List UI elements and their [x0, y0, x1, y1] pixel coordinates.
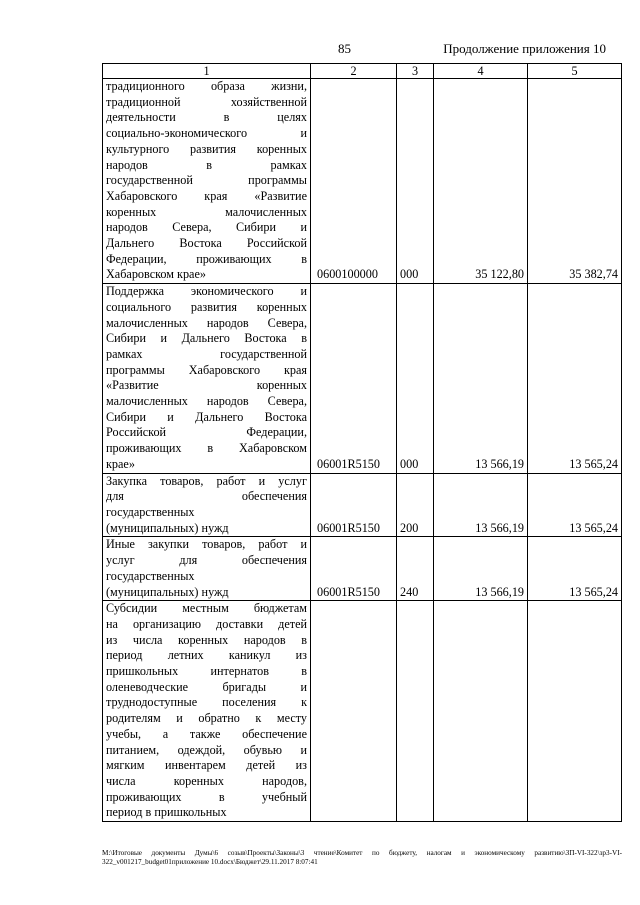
description-line: «Развитие коренных	[106, 378, 307, 393]
amount-plan: 13 566,19	[434, 473, 528, 537]
page-continuation-label: Продолжение приложения 10	[443, 41, 606, 56]
amount-plan: 35 122,80	[434, 79, 528, 284]
description-line: Хабаровского края «Развитие	[106, 188, 307, 203]
amount-plan: 13 566,19	[434, 537, 528, 601]
row-description	[103, 537, 311, 601]
amount-actual: 13 565,24	[528, 284, 622, 473]
column-header: 1	[103, 64, 311, 79]
expense-type-code: 240	[397, 537, 434, 601]
expense-type-code: 000	[397, 284, 434, 473]
description-line: социального развития коренных	[106, 299, 307, 314]
table-row	[103, 537, 622, 601]
column-header: 5	[528, 64, 622, 79]
description-line: Сибири и Дальнего Востока	[106, 409, 307, 424]
description-line: традиционного образа жизни,	[106, 79, 307, 93]
description-line: социально-экономического и	[106, 126, 307, 141]
column-header: 4	[434, 64, 528, 79]
description-line: Российской Федерации,	[106, 425, 307, 440]
document-path-footer: M:\Итоговые документы Думы\6 созыв\Проекты\Законы\3 чтение\Комитет по бюджету, налогам и экономическому развитию\ЗП-VI-322\зр3-VI-322_v001217_budget01приложение 10.docx\Бюджет\29.11.2017 8:07:41	[102, 849, 622, 866]
description-line: мягким инвентарем детей из	[106, 758, 307, 773]
target-article-code	[311, 601, 397, 822]
column-header: 2	[311, 64, 397, 79]
description-line: Хабаровском крае»	[106, 267, 206, 282]
description-line: коренных малочисленных	[106, 204, 307, 219]
amount-actual: 13 565,24	[528, 473, 622, 537]
description-line: (муниципальных) нужд	[106, 584, 229, 599]
description-line: Закупка товаров, работ и услуг	[106, 473, 307, 488]
description-line: народов в рамках	[106, 157, 307, 172]
description-line: для обеспечения	[106, 489, 307, 504]
description-line: государственной программы	[106, 173, 307, 188]
row-description	[103, 601, 311, 822]
description-line: питанием, одеждой, обувью и	[106, 742, 307, 757]
description-line: Поддержка экономического и	[106, 284, 307, 299]
table-row	[103, 601, 622, 822]
amount-actual: 35 382,74	[528, 79, 622, 284]
page-number: 85	[338, 41, 351, 56]
table-row	[103, 79, 622, 284]
description-line: период в пришкольных	[106, 805, 227, 820]
expense-type-code: 200	[397, 473, 434, 537]
description-line: рамках государственной	[106, 346, 307, 361]
description-line: числа коренных народов,	[106, 773, 307, 788]
target-article-code: 06001R5150	[311, 537, 397, 601]
description-line: программы Хабаровского края	[106, 362, 307, 377]
budget-table	[102, 63, 622, 822]
target-article-code: 0600100000	[311, 79, 397, 284]
amount-plan	[434, 601, 528, 822]
description-line: оленеводческие бригады и	[106, 679, 307, 694]
target-article-code: 06001R5150	[311, 284, 397, 473]
description-line: из числа коренных народов в	[106, 632, 307, 647]
description-line: деятельности в целях	[106, 110, 307, 125]
description-line: государственных	[106, 504, 195, 519]
description-line: Иные закупки товаров, работ и	[106, 537, 307, 552]
description-line: культурного развития коренных	[106, 141, 307, 156]
description-line: крае»	[106, 456, 135, 471]
description-line: Дальнего Востока Российской	[106, 236, 307, 251]
table-row	[103, 284, 622, 473]
description-line: (муниципальных) нужд	[106, 520, 229, 535]
row-description	[103, 79, 311, 284]
description-line: учебы, а также обеспечение	[106, 726, 307, 741]
description-line: государственных	[106, 568, 195, 583]
table-header-row	[103, 64, 622, 79]
description-line: проживающих в учебный	[106, 789, 307, 804]
description-line: труднодоступные поселения к	[106, 695, 307, 710]
row-description	[103, 284, 311, 473]
description-line: малочисленных народов Севера,	[106, 394, 307, 409]
table-row	[103, 473, 622, 537]
expense-type-code	[397, 601, 434, 822]
description-line: Сибири и Дальнего Востока в	[106, 331, 307, 346]
description-line: народов Севера, Сибири и	[106, 220, 307, 235]
column-header: 3	[397, 64, 434, 79]
description-line: пришкольных интернатов в	[106, 664, 307, 679]
amount-actual: 13 565,24	[528, 537, 622, 601]
description-line: малочисленных народов Севера,	[106, 315, 307, 330]
description-line: на организацию доставки детей	[106, 616, 307, 631]
description-line: Субсидии местным бюджетам	[106, 601, 307, 616]
description-line: традиционной хозяйственной	[106, 94, 307, 109]
row-description	[103, 473, 311, 537]
description-line: период летних каникул из	[106, 648, 307, 663]
description-line: услуг для обеспечения	[106, 553, 307, 568]
description-line: Федерации, проживающих в	[106, 251, 307, 266]
amount-plan: 13 566,19	[434, 284, 528, 473]
description-line: родителям и обратно к месту	[106, 711, 307, 726]
description-line: проживающих в Хабаровском	[106, 441, 307, 456]
target-article-code: 06001R5150	[311, 473, 397, 537]
expense-type-code: 000	[397, 79, 434, 284]
amount-actual	[528, 601, 622, 822]
